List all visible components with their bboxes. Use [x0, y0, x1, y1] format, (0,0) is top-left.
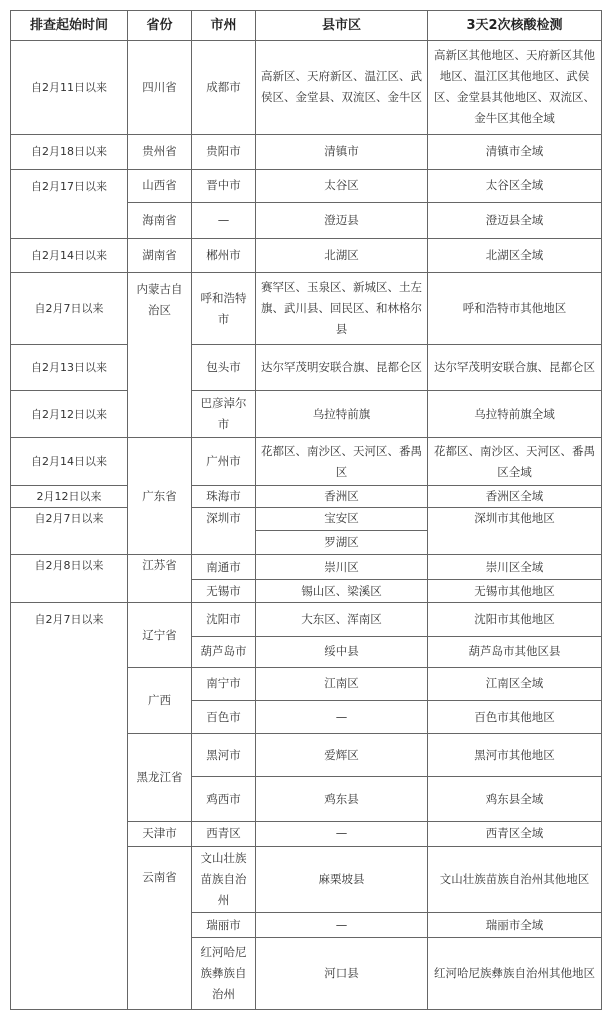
district-cell: 赛罕区、玉泉区、新城区、土左旗、武川县、回民区、和林格尔县 — [256, 273, 428, 344]
city-cell: 郴州市 — [192, 239, 256, 273]
district-cell: 花都区、南沙区、天河区、番禺区 — [256, 438, 428, 485]
city-cell: 鸡西市 — [192, 777, 256, 821]
table-row — [11, 344, 602, 390]
province-cell: 天津市 — [128, 821, 192, 846]
date-cell: 自2月12日以来 — [11, 391, 128, 438]
city-cell: 晋中市 — [192, 169, 256, 202]
district-cell: — — [256, 821, 428, 846]
district-cell: 崇川区 — [256, 555, 428, 580]
test-area-cell: 乌拉特前旗全域 — [428, 391, 602, 438]
district-cell: 清镇市 — [256, 134, 428, 169]
table-row — [11, 169, 602, 202]
test-area-cell: 清镇市全域 — [428, 134, 602, 169]
city-cell: 深圳市 — [192, 507, 256, 554]
district-cell: 绥中县 — [256, 636, 428, 667]
city-cell: 无锡市 — [192, 580, 256, 603]
test-area-cell: 葫芦岛市其他区县 — [428, 636, 602, 667]
table-row — [11, 134, 602, 169]
city-cell: 贵阳市 — [192, 134, 256, 169]
city-cell: 呼和浩特市 — [192, 273, 256, 344]
province-cell: 贵州省 — [128, 134, 192, 169]
province-cell: 四川省 — [128, 41, 192, 135]
city-cell: 珠海市 — [192, 485, 256, 507]
district-cell: 香洲区 — [256, 485, 428, 507]
date-cell: 自2月7日以来 — [11, 603, 128, 1010]
header-row — [11, 11, 602, 41]
district-cell: 澄迈县 — [256, 202, 428, 238]
city-cell: — — [192, 202, 256, 238]
table-row — [11, 41, 602, 135]
table-row — [11, 273, 602, 344]
district-cell: 江南区 — [256, 667, 428, 700]
test-area-cell: 江南区全域 — [428, 667, 602, 700]
district-cell: 罗湖区 — [256, 530, 428, 554]
test-area-cell: 红河哈尼族彝族自治州其他地区 — [428, 938, 602, 1010]
test-area-cell: 沈阳市其他地区 — [428, 603, 602, 636]
district-cell: 河口县 — [256, 938, 428, 1010]
test-area-cell: 北湖区全域 — [428, 239, 602, 273]
date-cell: 自2月8日以来 — [11, 555, 128, 603]
district-cell: 宝安区 — [256, 507, 428, 530]
district-cell: — — [256, 913, 428, 938]
city-cell: 沈阳市 — [192, 603, 256, 636]
city-cell: 广州市 — [192, 438, 256, 485]
table-row — [11, 485, 602, 507]
city-cell: 西青区 — [192, 821, 256, 846]
district-cell: 达尔罕茂明安联合旗、昆都仑区 — [256, 344, 428, 390]
test-area-cell: 黑河市其他地区 — [428, 734, 602, 777]
province-cell: 湖南省 — [128, 239, 192, 273]
test-area-cell: 呼和浩特市其他地区 — [428, 273, 602, 344]
test-area-cell: 无锡市其他地区 — [428, 580, 602, 603]
date-cell: 自2月18日以来 — [11, 134, 128, 169]
province-cell: 云南省 — [128, 846, 192, 1009]
test-area-cell: 香洲区全域 — [428, 485, 602, 507]
table-row — [11, 438, 602, 485]
district-cell: 北湖区 — [256, 239, 428, 273]
city-cell: 包头市 — [192, 344, 256, 390]
test-area-cell: 文山壮族苗族自治州其他地区 — [428, 846, 602, 912]
district-cell: 鸡东县 — [256, 777, 428, 821]
district-cell: 太谷区 — [256, 169, 428, 202]
test-area-cell: 鸡东县全域 — [428, 777, 602, 821]
date-cell: 自2月14日以来 — [11, 239, 128, 273]
test-area-cell: 澄迈县全域 — [428, 202, 602, 238]
province-cell: 黑龙江省 — [128, 734, 192, 822]
city-cell: 文山壮族苗族自治州 — [192, 846, 256, 912]
table-row — [11, 555, 602, 580]
test-area-cell: 深圳市其他地区 — [428, 507, 602, 554]
city-cell: 瑞丽市 — [192, 913, 256, 938]
header-test: 3天2次核酸检测 — [428, 11, 602, 41]
city-cell: 百色市 — [192, 700, 256, 733]
province-cell: 广东省 — [128, 438, 192, 555]
city-cell: 黑河市 — [192, 734, 256, 777]
province-cell: 海南省 — [128, 202, 192, 238]
city-cell: 红河哈尼族彝族自治州 — [192, 938, 256, 1010]
district-cell: 高新区、天府新区、温江区、武侯区、金堂县、双流区、金牛区 — [256, 41, 428, 135]
city-cell: 成都市 — [192, 41, 256, 135]
test-area-cell: 太谷区全域 — [428, 169, 602, 202]
district-cell: 麻栗坡县 — [256, 846, 428, 912]
date-cell: 自2月11日以来 — [11, 41, 128, 135]
province-cell: 辽宁省 — [128, 603, 192, 667]
test-area-cell: 百色市其他地区 — [428, 700, 602, 733]
city-cell: 巴彦淖尔市 — [192, 391, 256, 438]
date-cell: 自2月7日以来 — [11, 273, 128, 344]
header-date: 排查起始时间 — [11, 11, 128, 41]
nucleic-test-table — [10, 10, 602, 1010]
header-province: 省份 — [128, 11, 192, 41]
test-area-cell: 达尔罕茂明安联合旗、昆都仑区 — [428, 344, 602, 390]
test-area-cell: 高新区其他地区、天府新区其他地区、温江区其他地区、武侯区、金堂县其他地区、双流区、金牛区其他全域 — [428, 41, 602, 135]
province-cell: 山西省 — [128, 169, 192, 202]
city-cell: 葫芦岛市 — [192, 636, 256, 667]
district-cell: 锡山区、梁溪区 — [256, 580, 428, 603]
city-cell: 南通市 — [192, 555, 256, 580]
date-cell: 自2月14日以来 — [11, 438, 128, 485]
district-cell: 爱辉区 — [256, 734, 428, 777]
header-city: 市州 — [192, 11, 256, 41]
province-cell: 内蒙古自治区 — [128, 273, 192, 438]
province-cell: 江苏省 — [128, 555, 192, 603]
table-row — [11, 507, 602, 530]
district-cell: 大东区、浑南区 — [256, 603, 428, 636]
test-area-cell: 西青区全域 — [428, 821, 602, 846]
district-cell: 乌拉特前旗 — [256, 391, 428, 438]
test-area-cell: 瑞丽市全域 — [428, 913, 602, 938]
table-row — [11, 603, 602, 636]
date-cell: 2月12日以来 — [11, 485, 128, 507]
date-cell: 自2月13日以来 — [11, 344, 128, 390]
date-cell: 自2月7日以来 — [11, 507, 128, 554]
test-area-cell: 崇川区全域 — [428, 555, 602, 580]
district-cell: — — [256, 700, 428, 733]
province-cell: 广西 — [128, 667, 192, 733]
test-area-cell: 花都区、南沙区、天河区、番禺区全域 — [428, 438, 602, 485]
city-cell: 南宁市 — [192, 667, 256, 700]
table-row — [11, 391, 602, 438]
table-row — [11, 239, 602, 273]
date-cell: 自2月17日以来 — [11, 169, 128, 238]
header-district: 县市区 — [256, 11, 428, 41]
